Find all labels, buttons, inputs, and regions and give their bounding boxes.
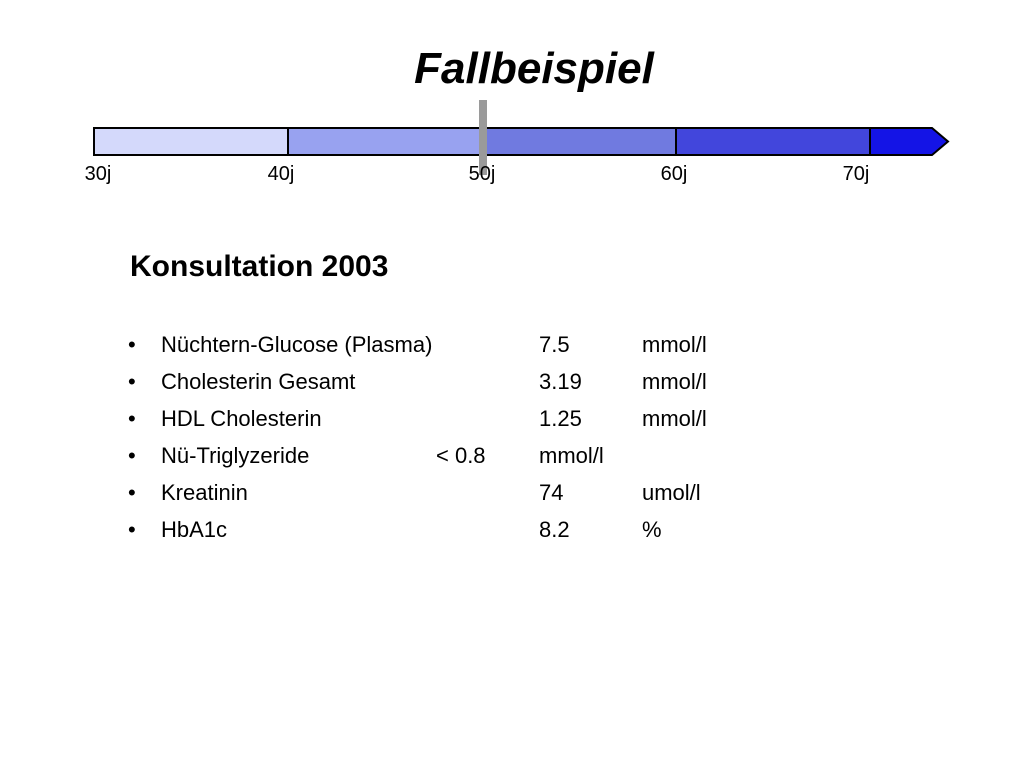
lab-unit: mmol/l <box>642 406 707 431</box>
lab-unit: mmol/l <box>539 443 604 468</box>
timeline-segment-4 <box>676 128 870 155</box>
bullet: • <box>128 332 136 357</box>
age-timeline <box>0 95 1024 190</box>
timeline-segment-1 <box>94 128 288 155</box>
timeline-tick-40: 40j <box>267 163 295 185</box>
bullet: • <box>128 406 136 431</box>
lab-value: 1.25 <box>539 406 582 431</box>
lab-name: HDL Cholesterin <box>161 406 322 431</box>
lab-unit: mmol/l <box>642 332 707 357</box>
timeline-bar <box>0 95 1024 175</box>
lab-unit: % <box>642 517 662 542</box>
bullet: • <box>128 369 136 394</box>
list-item <box>0 400 1024 437</box>
lab-results-list <box>0 326 1024 548</box>
list-item <box>0 326 1024 363</box>
section-title: Konsultation 2003 <box>130 250 389 283</box>
page-title: Fallbeispiel <box>414 44 654 93</box>
lab-name: HbA1c <box>161 517 228 542</box>
timeline-segment-3 <box>482 128 676 155</box>
list-item <box>0 474 1024 511</box>
bullet: • <box>128 480 136 505</box>
lab-value: 8.2 <box>539 517 570 542</box>
lab-unit: umol/l <box>642 480 701 505</box>
bullet: • <box>128 517 136 542</box>
lab-name: Kreatinin <box>161 480 248 505</box>
timeline-arrow-head <box>870 128 948 155</box>
lab-name: Nüchtern-Glucose (Plasma) <box>161 332 433 357</box>
list-item <box>0 437 1024 474</box>
lab-value: 74 <box>539 480 564 505</box>
timeline-tick-70: 70j <box>842 163 870 185</box>
lab-name: Cholesterin Gesamt <box>161 369 356 394</box>
list-item <box>0 511 1024 548</box>
lab-value: 7.5 <box>539 332 570 357</box>
timeline-segment-2 <box>288 128 482 155</box>
lab-name: Nü-Triglyzeride <box>161 443 310 468</box>
timeline-tick-50: 50j <box>468 163 496 185</box>
bullet: • <box>128 443 136 468</box>
list-item <box>0 363 1024 400</box>
lab-unit: mmol/l <box>642 369 707 394</box>
lab-value: 3.19 <box>539 369 582 394</box>
timeline-tick-60: 60j <box>660 163 688 185</box>
timeline-tick-30: 30j <box>84 163 112 185</box>
lab-value: < 0.8 <box>436 443 486 468</box>
